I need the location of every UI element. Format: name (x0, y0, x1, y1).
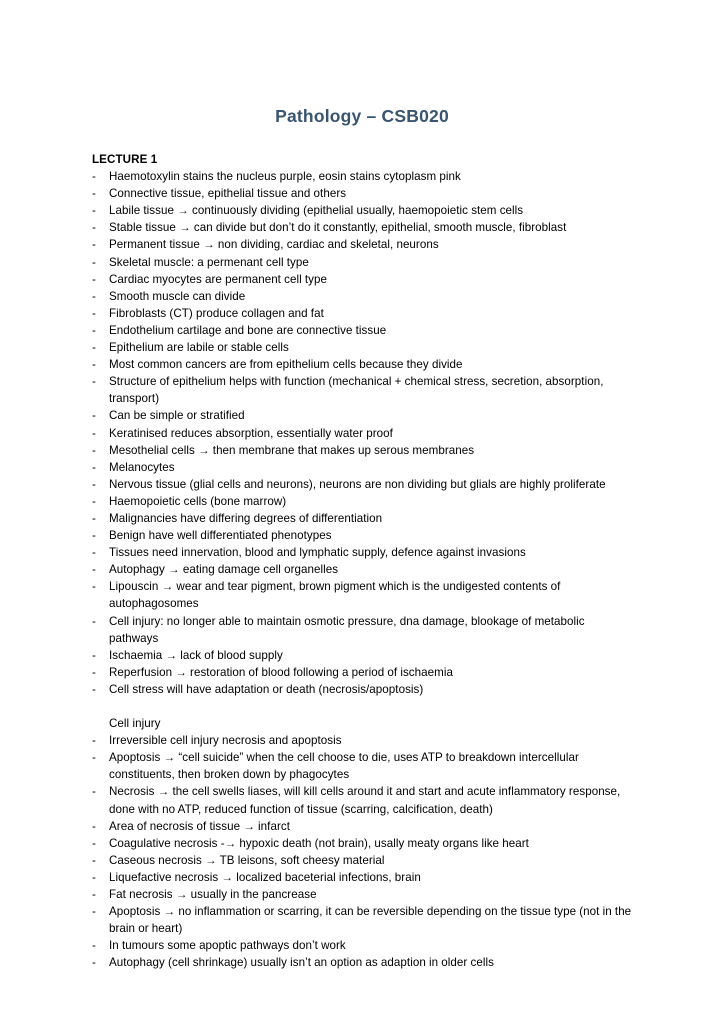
bullet-dash-icon: - (92, 546, 96, 560)
list-item (92, 425, 636, 442)
list-item-text: Most common cancers are from epithelium cells because they divide (109, 358, 463, 372)
list-item (92, 288, 636, 305)
list-item (92, 168, 636, 185)
list-item-text: Reperfusion → restoration of blood following a period of ischaemia (109, 665, 453, 679)
bullet-dash-icon: - (92, 614, 96, 628)
list-item-text: Fibroblasts (CT) produce collagen and fat (109, 306, 324, 320)
lecture-1-bullet-list (92, 168, 636, 698)
list-item (92, 561, 636, 578)
list-item (92, 254, 636, 271)
list-item (92, 510, 636, 527)
list-item-text: Haemopoietic cells (bone marrow) (109, 494, 287, 508)
list-item (92, 339, 636, 356)
bullet-dash-icon: - (92, 939, 96, 953)
list-item (92, 578, 636, 612)
list-item (92, 937, 636, 954)
list-item-text: Endothelium cartilage and bone are connective tissue (109, 323, 387, 337)
list-item (92, 681, 636, 698)
blank-line (92, 698, 636, 715)
bullet-dash-icon: - (92, 375, 96, 389)
list-item-text: Melanocytes (109, 460, 175, 474)
bullet-dash-icon: - (92, 272, 96, 286)
bullet-dash-icon: - (92, 785, 96, 799)
list-item-text: Ischaemia → lack of blood supply (109, 648, 283, 662)
list-item-text: Benign have well differentiated phenotypes (109, 529, 332, 543)
list-item (92, 749, 636, 783)
list-item (92, 459, 636, 476)
bullet-dash-icon: - (92, 494, 96, 508)
list-item (92, 185, 636, 202)
list-item-text: Cell stress will have adaptation or death (necrosis/apoptosis) (109, 682, 424, 696)
list-item (92, 322, 636, 339)
section-heading-lecture-1: LECTURE 1 (92, 153, 158, 166)
bullet-dash-icon: - (92, 734, 96, 748)
list-item-text: Skeletal muscle: a permenant cell type (109, 255, 309, 269)
list-item (92, 356, 636, 373)
bullet-dash-icon: - (92, 358, 96, 372)
list-item-text: Apoptosis → “cell suicide” when the cell choose to die, uses ATP to breakdown intercellular constituents, then broken down by phagocytes (109, 751, 579, 782)
list-item (92, 783, 636, 817)
list-item (92, 236, 636, 253)
list-item (92, 493, 636, 510)
list-item-text: Coagulative necrosis -→ hypoxic death (not brain), usally meaty organs like heart (109, 836, 529, 850)
bullet-dash-icon: - (92, 255, 96, 269)
list-item (92, 527, 636, 544)
list-item (92, 544, 636, 561)
bullet-dash-icon: - (92, 580, 96, 594)
list-item (92, 647, 636, 664)
list-item (92, 476, 636, 493)
list-item-text: Irreversible cell injury necrosis and apoptosis (109, 734, 342, 748)
list-item-text: Keratinised reduces absorption, essentially water proof (109, 426, 393, 440)
list-item-text: Cell injury: no longer able to maintain osmotic pressure, dna damage, blookage of metabolic pathways (109, 614, 585, 645)
bullet-dash-icon: - (92, 221, 96, 235)
bullet-dash-icon: - (92, 341, 96, 355)
list-item (92, 869, 636, 886)
list-item-text: Autophagy (cell shrinkage) usually isn’t an option as adaption in older cells (109, 956, 494, 970)
bullet-dash-icon: - (92, 905, 96, 919)
list-item (92, 442, 636, 459)
list-item (92, 732, 636, 749)
list-item-text: Liquefactive necrosis → localized baceterial infections, brain (109, 870, 421, 884)
list-item-text: Smooth muscle can divide (109, 289, 246, 303)
bullet-dash-icon: - (92, 529, 96, 543)
bullet-dash-icon: - (92, 204, 96, 218)
subheading-cell-injury: Cell injury (109, 717, 161, 731)
list-item-text: Haemotoxylin stains the nucleus purple, eosin stains cytoplasm pink (109, 170, 461, 184)
list-item-text: Area of necrosis of tissue → infarct (109, 819, 290, 833)
list-item-text: Epithelium are labile or stable cells (109, 341, 289, 355)
list-item (92, 835, 636, 852)
list-item (92, 664, 636, 681)
list-item (92, 305, 636, 322)
bullet-dash-icon: - (92, 426, 96, 440)
bullet-dash-icon: - (92, 511, 96, 525)
bullet-dash-icon: - (92, 870, 96, 884)
list-item-text: Autophagy → eating damage cell organelles (109, 563, 339, 577)
list-item-text: Tissues need innervation, blood and lymphatic supply, defence against invasions (109, 546, 526, 560)
list-item-text: Nervous tissue (glial cells and neurons), neurons are non dividing but glials are highly proliferate (109, 477, 606, 491)
bullet-dash-icon: - (92, 956, 96, 970)
list-item-text: Connective tissue, epithelial tissue and others (109, 187, 347, 201)
list-item (92, 852, 636, 869)
bullet-dash-icon: - (92, 170, 96, 184)
list-item-text: Permanent tissue → non dividing, cardiac and skeletal, neurons (109, 238, 439, 252)
list-item-text: Necrosis → the cell swells liases, will kill cells around it and start and acute inflammatory response, done with no ATP, reduced function of tissue (scarring, calcification, death) (109, 785, 621, 816)
bullet-dash-icon: - (92, 443, 96, 457)
bullet-dash-icon: - (92, 819, 96, 833)
bullet-dash-icon: - (92, 648, 96, 662)
document-body (0, 128, 724, 972)
bullet-dash-icon: - (92, 853, 96, 867)
page-title: Pathology – CSB020 (275, 106, 449, 126)
bullet-dash-icon: - (92, 238, 96, 252)
bullet-dash-icon: - (92, 665, 96, 679)
list-item-text: Fat necrosis → usually in the pancrease (109, 888, 317, 902)
list-item-text: Caseous necrosis → TB leisons, soft cheesy material (109, 853, 385, 867)
list-item (92, 818, 636, 835)
bullet-dash-icon: - (92, 306, 96, 320)
list-item (92, 219, 636, 236)
cell-injury-bullet-list (92, 698, 636, 972)
list-item (92, 903, 636, 937)
list-item-text: In tumours some apoptic pathways don’t work (109, 939, 346, 953)
list-item-text: Lipouscin → wear and tear pigment, brown pigment which is the undigested contents of autophagosomes (109, 580, 561, 611)
list-item (92, 954, 636, 971)
list-item (92, 271, 636, 288)
list-item (92, 886, 636, 903)
list-item-text: Cardiac myocytes are permanent cell type (109, 272, 328, 286)
bullet-dash-icon: - (92, 187, 96, 201)
list-item-text: Can be simple or stratified (109, 409, 245, 423)
list-item-text: Structure of epithelium helps with function (mechanical + chemical stress, secretion, absorption, transport) (109, 375, 604, 406)
bullet-dash-icon: - (92, 323, 96, 337)
list-item-text: Mesothelial cells → then membrane that makes up serous membranes (109, 443, 475, 457)
bullet-dash-icon: - (92, 460, 96, 474)
list-item (92, 373, 636, 407)
bullet-dash-icon: - (92, 751, 96, 765)
list-item-text: Malignancies have differing degrees of differentiation (109, 511, 383, 525)
bullet-dash-icon: - (92, 477, 96, 491)
bullet-dash-icon: - (92, 409, 96, 423)
bullet-dash-icon: - (92, 682, 96, 696)
bullet-dash-icon: - (92, 836, 96, 850)
list-item (92, 202, 636, 219)
list-item-text: Labile tissue → continuously dividing (epithelial usually, haemopoietic stem cells (109, 204, 524, 218)
bullet-dash-icon: - (92, 289, 96, 303)
list-item (92, 613, 636, 647)
bullet-dash-icon: - (92, 888, 96, 902)
list-item (92, 407, 636, 424)
list-item-text: Stable tissue → can divide but don’t do it constantly, epithelial, smooth muscle, fibroblast (109, 221, 567, 235)
bullet-dash-icon: - (92, 563, 96, 577)
list-item-text: Apoptosis → no inflammation or scarring, it can be reversible depending on the tissue type (not in the brain or heart) (109, 905, 632, 936)
